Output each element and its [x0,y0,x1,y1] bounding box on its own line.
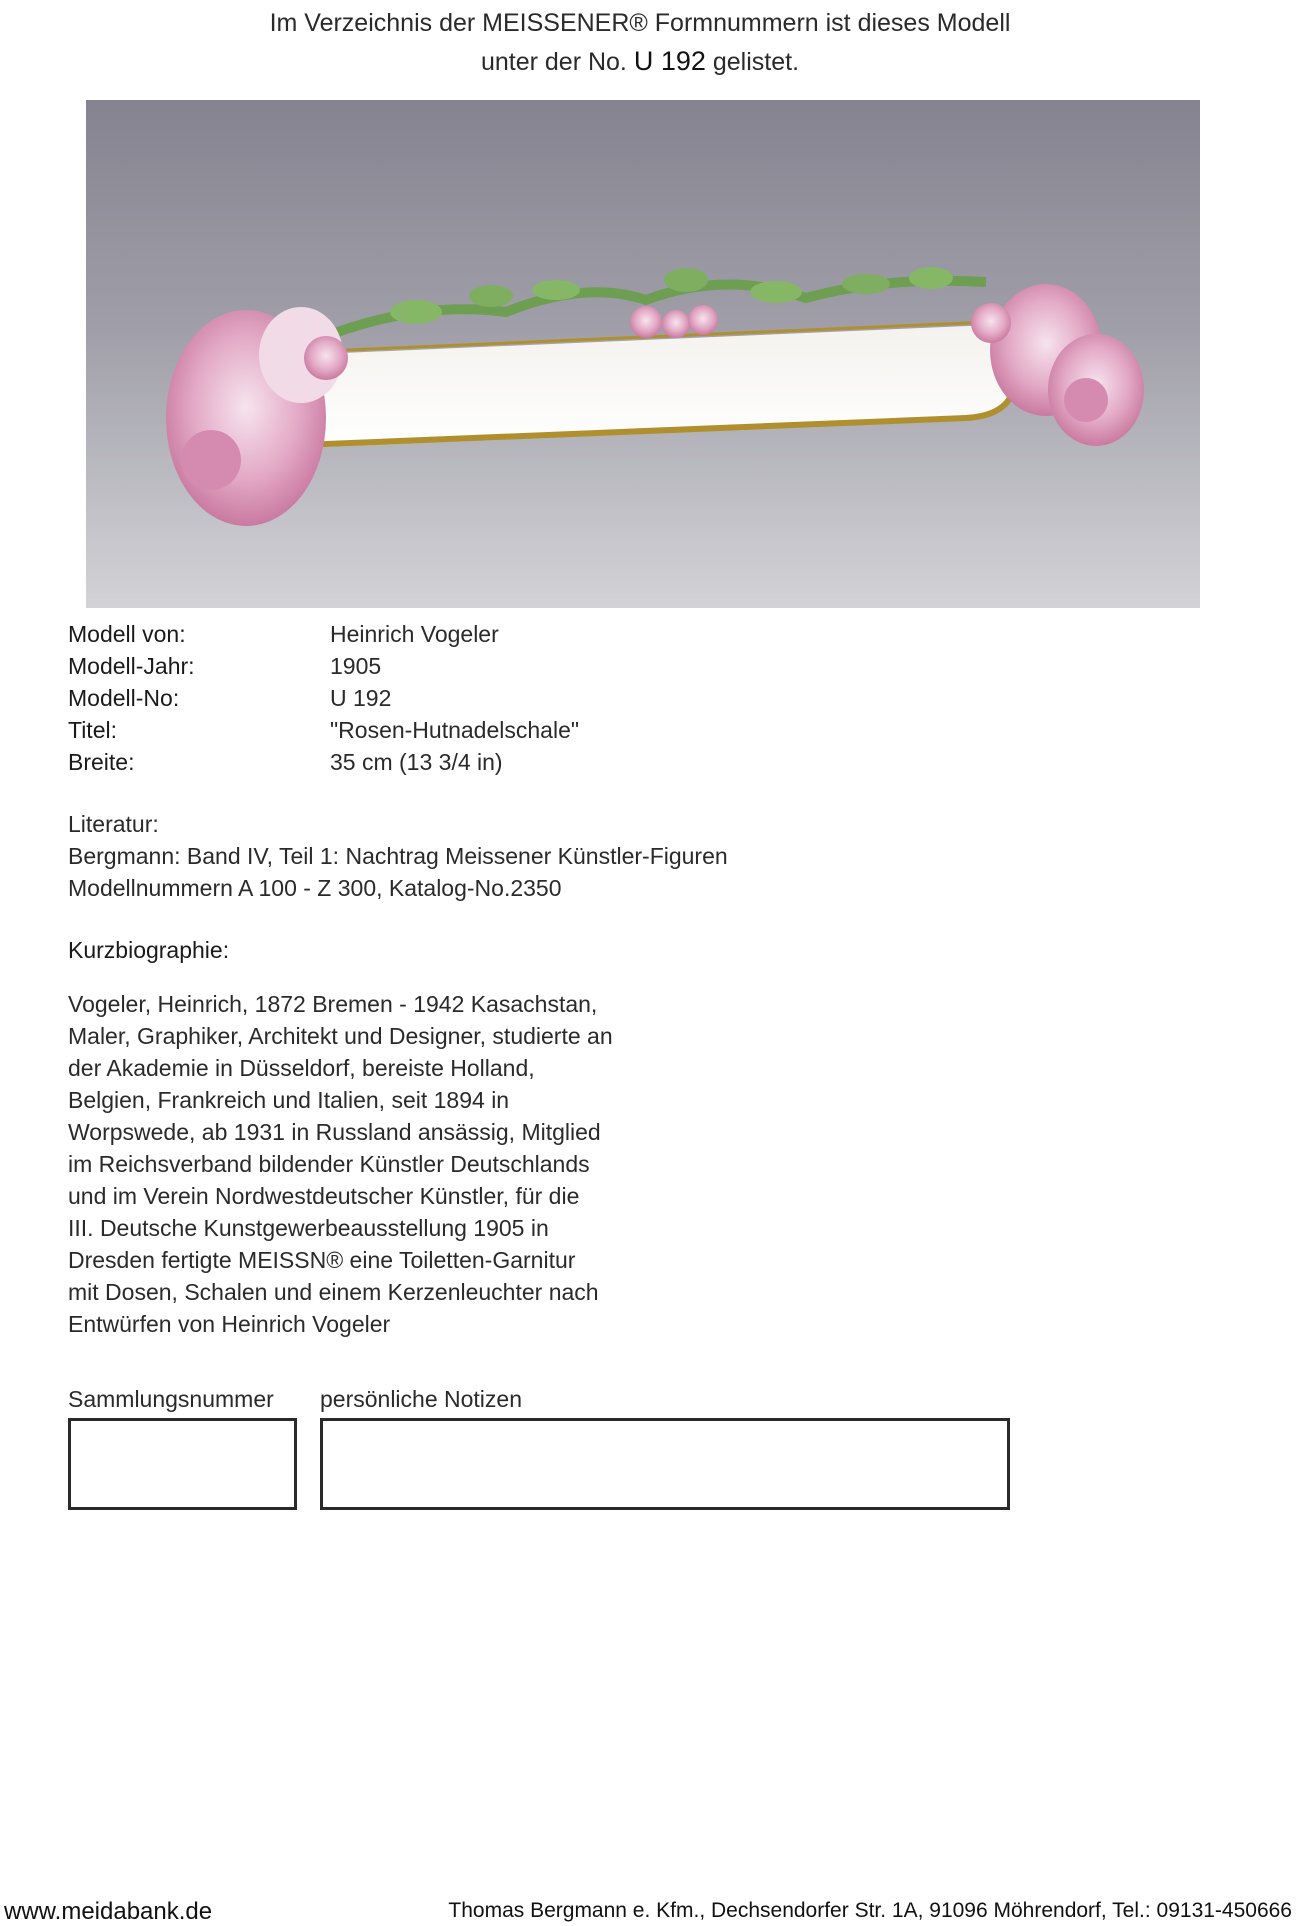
bio-line: Worpswede, ab 1931 in Russland ansässig, Mitglied [68,1119,601,1145]
spec-value: "Rosen-Hutnadelschale" [330,717,580,743]
footer-website: www.meidabank.de [4,1898,213,1925]
spec-value: U 192 [330,685,392,711]
product-photo [86,100,1200,608]
spec-row [68,746,579,778]
header-prefix: unter der No. [480,48,627,76]
spec-table [68,618,579,778]
collection-number-label: Sammlungsnummer [68,1386,274,1412]
literature-heading: Literatur: [68,811,159,837]
literature-line: Bergmann: Band IV, Teil 1: Nachtrag Meissener Künstler-Figuren [68,843,728,869]
literature-line: Modellnummern A 100 - Z 300, Katalog-No.2350 [68,875,562,901]
header-suffix: gelistet. [712,48,800,76]
bio-line: Vogeler, Heinrich, 1872 Bremen - 1942 Kasachstan, [68,991,598,1017]
bio-line: III. Deutsche Kunstgewerbeausstellung 1905 in [68,1215,549,1241]
spec-value: Heinrich Vogeler [330,621,499,647]
personal-notes-field[interactable] [320,1418,1010,1510]
biography-heading: Kurzbiographie: [68,937,230,963]
bio-line: Dresden fertigte MEISSN® eine Toiletten-Garnitur [68,1247,576,1273]
spec-row [68,650,579,682]
bio-line: im Reichsverband bildender Künstler Deutschlands [68,1151,590,1177]
page-header [0,4,1280,81]
bio-line: der Akademie in Düsseldorf, bereiste Holland, [68,1055,535,1081]
rose-hatpin-tray-image [86,100,1200,608]
spec-key: Modell-No: [68,685,180,711]
header-model-number: U 192 [633,46,706,76]
spec-key: Modell von: [68,621,186,647]
spec-key: Titel: [68,717,117,743]
bio-line: Maler, Graphiker, Architekt und Designer, studierte an [68,1023,613,1049]
collection-number-field[interactable] [68,1418,297,1510]
spec-value: 1905 [330,653,382,679]
spec-row [68,682,579,714]
literature-section [68,808,728,904]
header-line-2 [0,42,1280,81]
spec-value: 35 cm (13 3/4 in) [330,749,503,775]
spec-row [68,714,579,746]
spec-key: Modell-Jahr: [68,653,195,679]
bio-line: mit Dosen, Schalen und einem Kerzenleuchter nach [68,1279,599,1305]
spec-key: Breite: [68,749,135,775]
header-line-1: Im Verzeichnis der MEISSENER® Formnummern ist dieses Modell [269,9,1011,37]
personal-notes-label: persönliche Notizen [320,1386,523,1412]
bio-line: und im Verein Nordwestdeutscher Künstler, für die [68,1183,580,1209]
spec-row [68,618,579,650]
footer-contact: Thomas Bergmann e. Kfm., Dechsendorfer Str. 1A, 91096 Möhrendorf, Tel.: 09131-450666 [448,1899,1292,1922]
bio-line: Entwürfen von Heinrich Vogeler [68,1311,391,1337]
biography-text [68,988,688,1340]
bio-line: Belgien, Frankreich und Italien, seit 1894 in [68,1087,510,1113]
